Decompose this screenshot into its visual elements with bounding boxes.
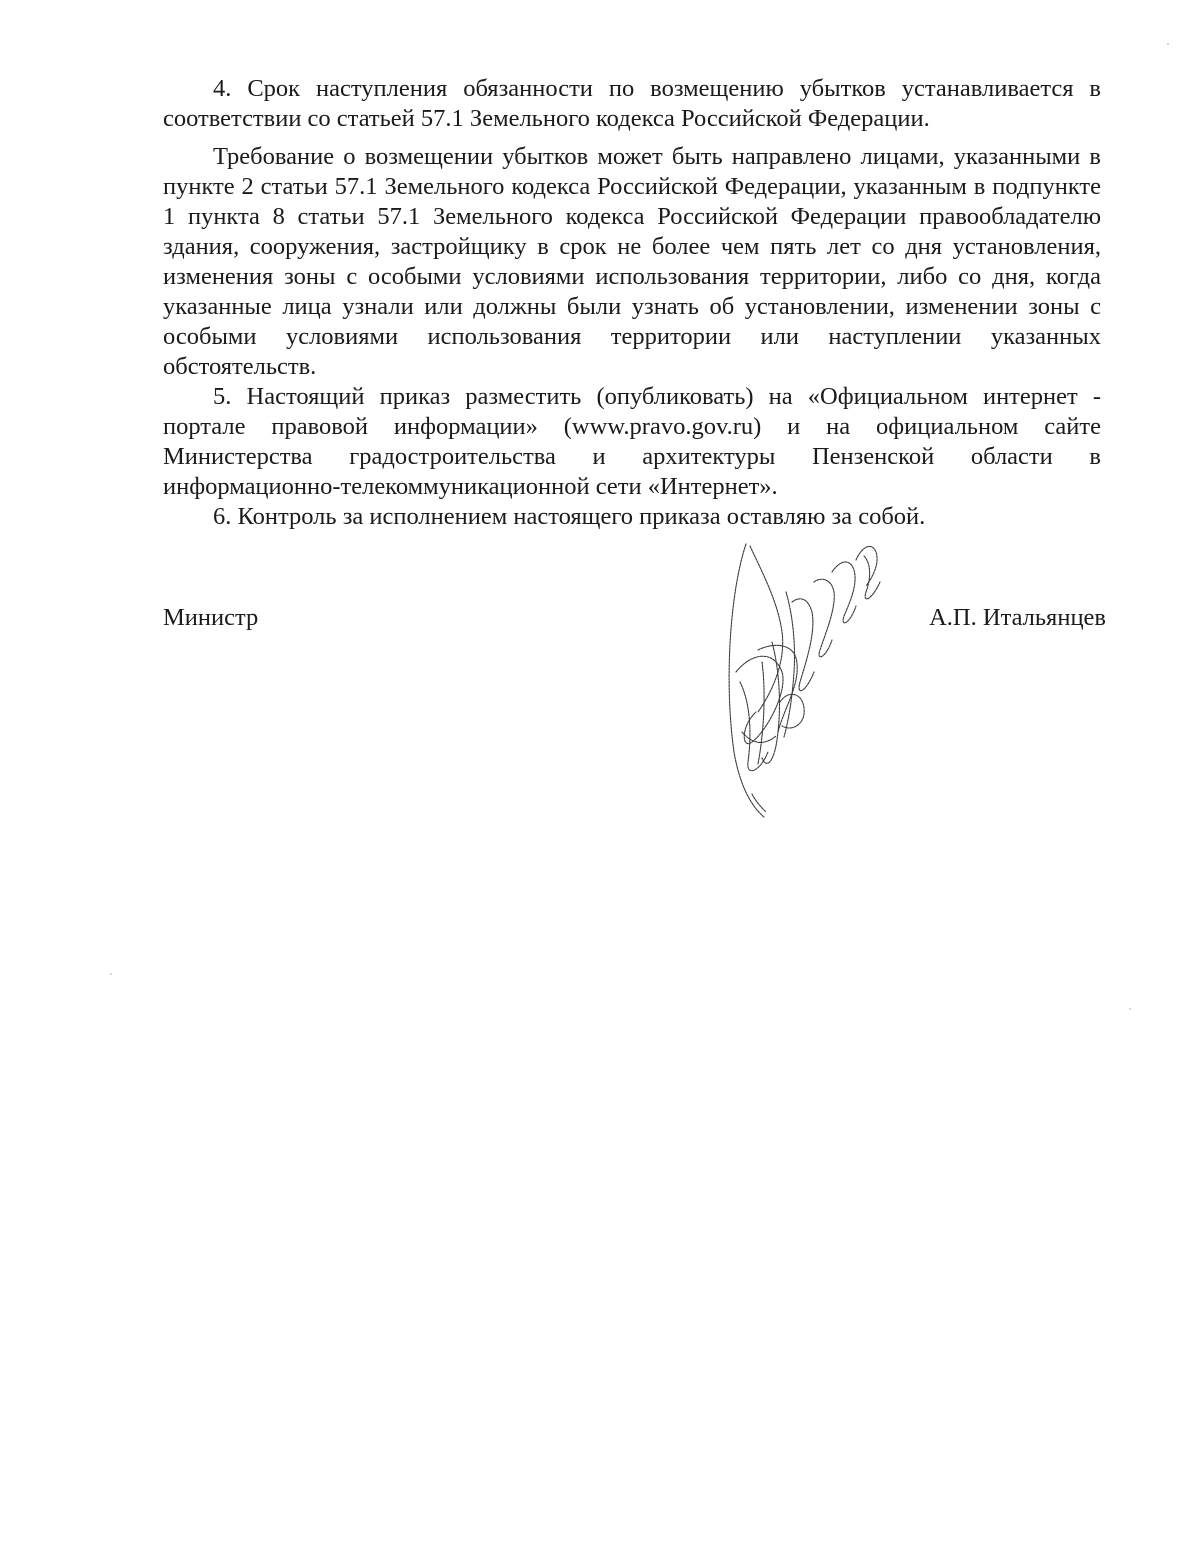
handwritten-signature-icon (722, 532, 892, 822)
document-body (163, 74, 1101, 532)
signer-name: А.П. Итальянцев (929, 604, 1106, 631)
scan-artifact (1129, 1008, 1131, 1010)
signature-block (163, 604, 1106, 638)
paragraph-6: 6. Контроль за исполнением настоящего приказа оставляю за собой. (213, 503, 926, 530)
paragraph-4: 4. Срок наступления обязанности по возмещению убытков устанавливается в соответствии со статьей 57.1 Земельного кодекса Российской Федерации. (163, 75, 1101, 132)
signer-position: Министр (163, 604, 259, 631)
scan-artifact (1167, 43, 1169, 45)
paragraph-5: 5. Настоящий приказ разместить (опубликовать) на «Официальном интернет - портале правовой информации» (www.pravo.gov.ru) и на официальном сайте Министерства градостроительства и архитектуры Пензенской области в информационно-телекоммуникационной сети «Интернет». (163, 383, 1101, 500)
scan-artifact (110, 973, 112, 975)
paragraph-4-continuation: Требование о возмещении убытков может быть направлено лицами, указанными в пункте 2 статьи 57.1 Земельного кодекса Российской Федерации, указанным в подпункте 1 пункта 8 статьи 57.1 Земельного кодекса Российской Федерации правообладателю здания, сооружения, застройщику в срок не более чем пять лет со дня установления, изменения зоны с особыми условиями использования территории, либо со дня, когда указанные лица узнали или должны были узнать об установлении, изменении зоны с особыми условиями использования территории или наступлении указанных обстоятельств. (163, 143, 1101, 380)
